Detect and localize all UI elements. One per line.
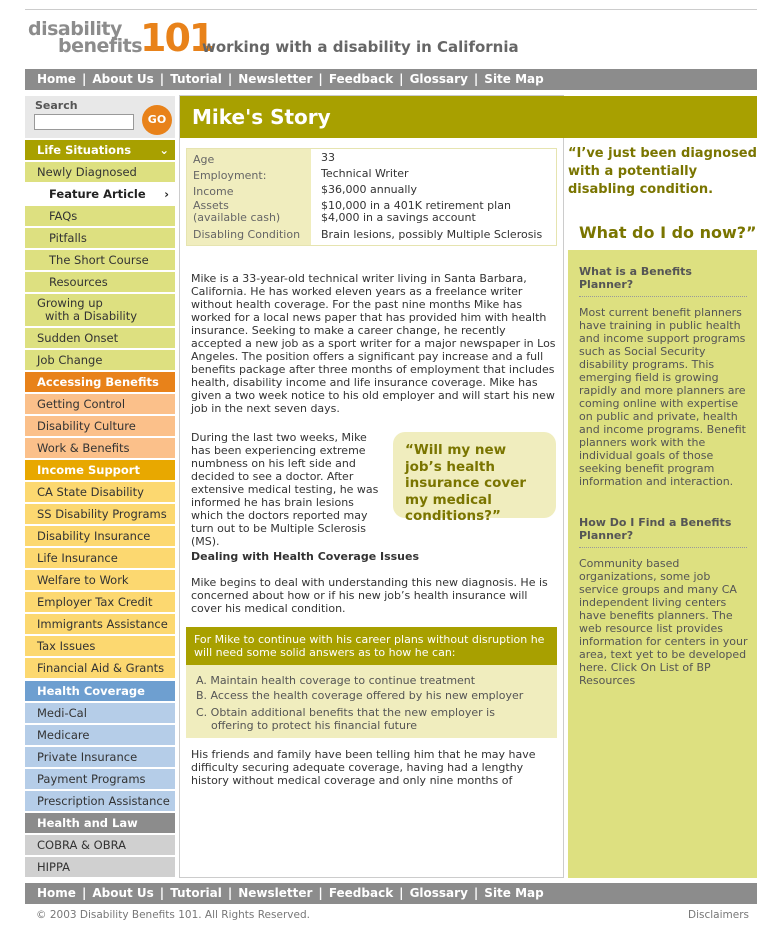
section-heading-dealing: Dealing with Health Coverage Issues [191,550,420,563]
nav-newsletter[interactable]: Newsletter [238,72,313,86]
sidebar-item-getting-control[interactable]: Getting Control [25,394,175,414]
nav-newsletter[interactable]: Newsletter [238,886,313,900]
nav-separator: | [318,886,323,900]
disclaimers-link[interactable]: Disclaimers [688,909,749,921]
sidebar-head-health-law[interactable]: Health and Law [25,813,175,833]
logo-number: 101 [140,16,214,60]
sidebar-item-prescription-assistance[interactable]: Prescription Assistance [25,791,175,811]
nav-site-map[interactable]: Site Map [484,886,544,900]
divider [579,296,747,297]
nav-separator: | [81,886,87,900]
nav-home[interactable]: Home [37,886,76,900]
sidebar-item-short-course[interactable]: The Short Course [25,250,175,270]
logo-word-disability: disability [28,18,122,40]
nav-home[interactable]: Home [37,72,76,86]
sidebar [25,96,175,878]
nav-separator: | [318,72,323,86]
story-paragraph-2: During the last two weeks, Mike has been experiencing extreme numbness on his left side and decided to see a doctor. After extensive medical testing, he was informed he has brain lesions which the doctors reported may turn out to be Multiple Sclerosis (MS). [191,431,379,548]
sidebar-item-payment-programs[interactable]: Payment Programs [25,769,175,789]
find-planner-text: Community based organizations, some job service groups and many CA independent living centers have benefits planners. The web resource list provides information for centers in your area, text yet to be developed here. Click On List of BP Resources [579,557,748,687]
answer-c-cont: offering to protect his financial future [211,719,418,732]
sidebar-item-label: Feature Article [49,187,146,201]
sidebar-item-ca-state-disability[interactable]: CA State Disability [25,482,175,502]
bottom-nav [25,883,757,904]
sidebar-item-immigrants-assistance[interactable]: Immigrants Assistance [25,614,175,634]
sidebar-item-sudden-onset[interactable]: Sudden Onset [25,328,175,348]
fact-value-age: 33 [321,151,335,164]
sidebar-item-resources[interactable]: Resources [25,272,175,292]
sidebar-item-private-insurance[interactable]: Private Insurance [25,747,175,767]
nav-separator: | [159,886,165,900]
benefits-planner-text: Most current benefit planners have training in public health and income support programs such as Social Security disability programs. This emerging field is growing rapidly and more planners are coming online with expertise on public and private, health and income programs. Benefit planners work with the individual goals of those seeking benefit program information and interaction. [579,306,746,488]
nav-feedback[interactable]: Feedback [328,72,394,86]
nav-about-us[interactable]: About Us [92,886,154,900]
sidebar-item-medicare[interactable]: Medicare [25,725,175,745]
sidebar-item-hippa[interactable]: HIPPA [25,857,175,877]
benefits-planner-heading: What is a Benefits Planner? [579,265,692,291]
sidebar-item-life-insurance[interactable]: Life Insurance [25,548,175,568]
story-paragraph-4: His friends and family have been telling him that he may have difficulty securing adequate coverage, having had a lengthy history without medical coverage and only nine months of [191,748,536,787]
sidebar-item-pitfalls[interactable]: Pitfalls [25,228,175,248]
fact-value-condition: Brain lesions, possibly Multiple Sclerosis [321,228,543,241]
chevron-down-icon: ⌄ [159,143,169,157]
story-paragraph-1: Mike is a 33-year-old technical writer living in Santa Barbara, California. He has worked eleven years as a freelance writer without health coverage. For the past nine months Mike has worked for a local news paper that has provided him with health insurance. Seeking to make a career change, he recently accepted a new job as a sport writer for a major newspaper in Los Angeles. The position offers a significant pay increase and a full benefits package after three months of employment that includes health, disability income and life insurance coverage. Mike has given a two week notice to his old employer and will start his new job in the next seven days. [191,272,556,415]
sidebar-head-life-situations[interactable] [25,140,175,160]
nav-feedback[interactable]: Feedback [328,886,394,900]
fact-value-income: $36,000 annually [321,183,418,196]
sidebar-item-medi-cal[interactable]: Medi-Cal [25,703,175,723]
sidebar-item-label: Growing up [37,296,103,310]
find-planner-heading: How Do I Find a Benefits Planner? [579,516,732,542]
answer-c: C. Obtain additional benefits that the new employer is [196,706,495,719]
fact-label-income: Income [193,185,234,198]
sidebar-item-tax-issues[interactable]: Tax Issues [25,636,175,656]
sidebar-item-newly-diagnosed[interactable]: Newly Diagnosed [25,162,175,182]
answer-a: A. Maintain health coverage to continue treatment [196,674,476,687]
sidebar-item-employer-tax-credit[interactable]: Employer Tax Credit [25,592,175,612]
answers-list [186,665,557,738]
nav-glossary[interactable]: Glossary [409,886,468,900]
fact-value-assets: $10,000 in a 401K retirement plan [321,199,511,212]
divider [579,547,747,548]
fact-value-employment: Technical Writer [321,167,409,180]
nav-separator: | [473,886,479,900]
nav-glossary[interactable]: Glossary [409,72,468,86]
right-panel [568,250,757,878]
sidebar-item-faqs[interactable]: FAQs [25,206,175,226]
answer-b: B. Access the health coverage offered by his new employer [196,689,524,702]
sidebar-quote [568,145,757,249]
sidebar-item-financial-aid[interactable]: Financial Aid & Grants [25,658,175,678]
search-label: Search [35,99,78,112]
sidebar-item-feature-article[interactable] [25,184,175,204]
nav-about-us[interactable]: About Us [92,72,154,86]
copyright: © 2003 Disability Benefits 101. All Rights Reserved. [36,909,310,921]
nav-separator: | [81,72,87,86]
site-logo[interactable] [28,16,214,60]
title-bar [180,96,757,138]
fact-label-age: Age [193,153,215,166]
sidebar-item-work-benefits[interactable]: Work & Benefits [25,438,175,458]
fact-label-employment: Employment: [193,169,267,182]
sidebar-head-income-support[interactable]: Income Support [25,460,175,480]
top-rule [25,9,757,10]
nav-separator: | [399,886,404,900]
page-title: Mike's Story [192,105,331,129]
logo-word-benefits: benefits [58,35,143,57]
fact-value-savings: $4,000 in a savings account [321,211,476,224]
sidebar-item-cobra-obra[interactable]: COBRA & OBRA [25,835,175,855]
story-paragraph-3: Mike begins to deal with understanding this new diagnosis. He is concerned about how or if his new job’s health insurance will cover his medical condition. [191,576,548,615]
go-button[interactable]: GO [142,105,172,135]
nav-separator: | [227,72,233,86]
nav-separator: | [399,72,404,86]
sidebar-item-ss-disability[interactable]: SS Disability Programs [25,504,175,524]
sidebar-quote-line1: “I’ve just been diagnosed with a potentially disabling condition. [568,146,757,197]
nav-separator: | [159,72,165,86]
search-panel [25,96,175,138]
nav-site-map[interactable]: Site Map [484,72,544,86]
chevron-right-icon: › [164,187,169,201]
site-tagline: working with a disability in California [202,38,519,56]
sidebar-item-disability-insurance[interactable]: Disability Insurance [25,526,175,546]
sidebar-item-welfare-to-work[interactable]: Welfare to Work [25,570,175,590]
nav-tutorial[interactable]: Tutorial [170,886,222,900]
sidebar-item-disability-culture[interactable]: Disability Culture [25,416,175,436]
facts-table [186,148,557,246]
sidebar-head-health-coverage[interactable]: Health Coverage [25,681,175,701]
sidebar-quote-line2: What do I do now?” [579,223,757,242]
nav-tutorial[interactable]: Tutorial [170,72,222,86]
search-input[interactable] [34,114,134,130]
nav-separator: | [227,886,233,900]
sidebar-head-label: Life Situations [37,143,132,157]
fact-label-condition: Disabling Condition [193,228,301,241]
fact-label-available-cash: (available cash) [193,211,281,224]
sidebar-item-label: with a Disability [45,309,138,323]
answers-intro: For Mike to continue with his career plans without disruption he will need some solid answers as to how he can: [186,627,557,665]
sidebar-item-job-change[interactable]: Job Change [25,350,175,370]
sidebar-item-growing-up[interactable] [25,294,175,326]
pull-quote: “Will my new job’s health insurance cover my medical conditions?” [393,432,556,518]
top-nav [25,69,757,90]
sidebar-head-accessing-benefits[interactable]: Accessing Benefits [25,372,175,392]
fact-label-assets: Assets [193,199,229,212]
nav-separator: | [473,72,479,86]
